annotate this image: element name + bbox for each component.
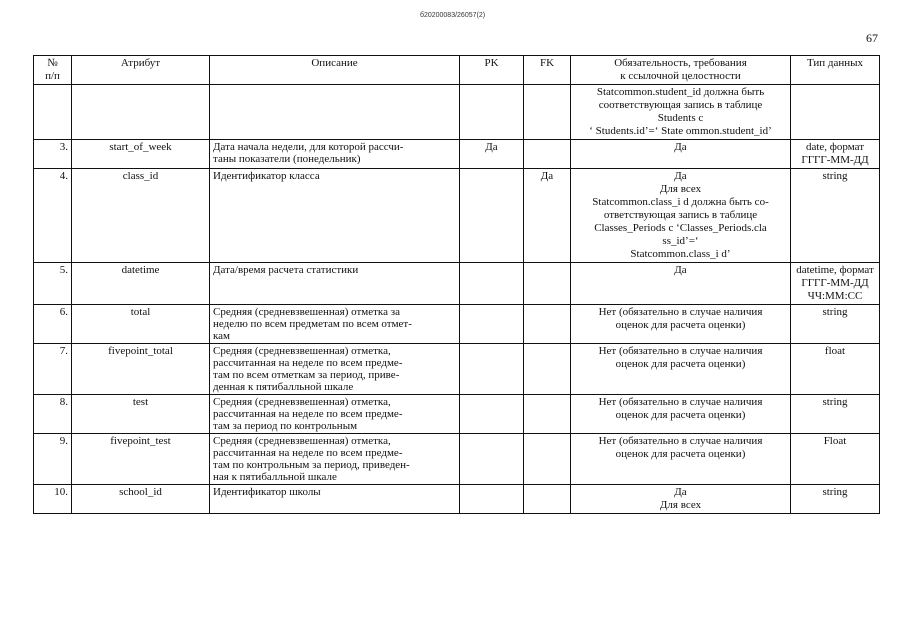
cell-fk: Да — [524, 169, 571, 263]
cell-datatype-line: Float — [823, 435, 847, 447]
cell-description — [210, 85, 460, 140]
cell-required-line: оценок для расчета оценки) — [615, 409, 746, 421]
cell-pk — [460, 85, 524, 140]
cell-datatype — [791, 169, 880, 263]
cell-description-line: ная к пятибалльной шкале — [213, 471, 337, 483]
cell-required — [571, 305, 791, 344]
cell-description-line: рассчитанная на неделе по всем предме- — [213, 357, 403, 369]
cell-required-line: Statcommon.class_i d’ — [630, 248, 731, 260]
cell-required — [571, 140, 791, 169]
cell-description-line: Средняя (средневзвешенная) отметка, — [213, 435, 391, 447]
cell-required — [571, 263, 791, 305]
cell-description-line: рассчитанная на неделе по всем предме- — [213, 408, 403, 420]
cell-description-line: Средняя (средневзвешенная) отметка, — [213, 345, 391, 357]
cell-fk — [524, 434, 571, 485]
table-row — [34, 395, 880, 434]
table-row — [34, 169, 880, 263]
cell-required-line: Для всех — [659, 499, 702, 511]
cell-num — [34, 85, 72, 140]
cell-num: 4. — [34, 169, 72, 263]
cell-pk — [460, 263, 524, 305]
req-line: Statcommon.student_id должна быть — [596, 86, 765, 98]
cell-datatype-line: string — [822, 170, 848, 182]
cell-fk — [524, 263, 571, 305]
cell-attribute — [72, 85, 210, 140]
cell-description — [210, 344, 460, 395]
cell-datatype — [791, 263, 880, 305]
cell-datatype — [791, 344, 880, 395]
header-num-line1: № — [47, 57, 58, 69]
cell-description — [210, 434, 460, 485]
cell-required-line: Для всех — [659, 183, 702, 195]
cell-num: 10. — [34, 485, 72, 514]
cell-description — [210, 169, 460, 263]
cell-fk — [524, 485, 571, 514]
cell-pk — [460, 434, 524, 485]
cell-datatype — [791, 395, 880, 434]
cell-pk: Да — [460, 140, 524, 169]
table-row — [34, 263, 880, 305]
cell-datatype — [791, 140, 880, 169]
cell-attribute: school_id — [72, 485, 210, 514]
cell-required-line: Да — [674, 141, 687, 153]
cell-datatype-line: float — [824, 345, 846, 357]
cell-description-line: Дата/время расчета статистики — [213, 264, 359, 276]
header-pk: PK — [460, 56, 524, 85]
cell-description — [210, 140, 460, 169]
cell-description — [210, 263, 460, 305]
cell-description-line: денная к пятибалльной шкале — [213, 381, 354, 393]
cell-datatype-line: string — [822, 396, 848, 408]
cell-fk — [524, 305, 571, 344]
cell-required-line: ss_id’=‘ — [662, 235, 699, 247]
cell-fk — [524, 140, 571, 169]
cell-datatype-line: ГГГГ-ММ-ДД — [801, 154, 869, 166]
header-required-line2: к ссылочной целостности — [620, 70, 741, 82]
cell-required — [571, 85, 791, 140]
cell-attribute: test — [72, 395, 210, 434]
cell-description — [210, 305, 460, 344]
cell-required-line: оценок для расчета оценки) — [615, 358, 746, 370]
header-datatype: Тип данных — [791, 56, 880, 85]
cell-required-line: Да — [674, 264, 687, 276]
req-line: ‘ Students.id’=‘ State ommon.student_id’ — [589, 125, 772, 137]
cell-description — [210, 395, 460, 434]
cell-required-line: оценок для расчета оценки) — [615, 448, 746, 460]
header-description: Описание — [210, 56, 460, 85]
cell-datatype-line: string — [822, 306, 848, 318]
cell-description-line: там по контрольным за период, приведен- — [213, 459, 410, 471]
cell-description-line: Идентификатор школы — [213, 486, 321, 498]
cell-description-line: там за период по контрольным — [213, 420, 358, 432]
cell-attribute: fivepoint_total — [72, 344, 210, 395]
header-required-line1: Обязательность, требования — [614, 57, 747, 69]
cell-attribute: start_of_week — [72, 140, 210, 169]
cell-datatype-line: ЧЧ:ММ:СС — [807, 290, 863, 302]
cell-description-line: Идентификатор класса — [213, 170, 320, 182]
cell-datatype-line: datetime, формат — [796, 264, 874, 276]
cell-datatype-line: ГГГГ-ММ-ДД — [801, 277, 869, 289]
page-number: 67 — [866, 31, 878, 45]
cell-attribute: total — [72, 305, 210, 344]
cell-description-line: неделю по всем предметам по всем отмет- — [213, 318, 412, 330]
cell-required-line: оценок для расчета оценки) — [615, 319, 746, 331]
cell-datatype — [791, 305, 880, 344]
cell-attribute: fivepoint_test — [72, 434, 210, 485]
cell-required-line: ответствующая запись в таблице — [603, 209, 758, 221]
cell-required-line: Classes_Periods с ‘Classes_Periods.cla — [594, 222, 767, 234]
cell-num: 7. — [34, 344, 72, 395]
cell-required-line: Нет (обязательно в случае наличия — [598, 435, 763, 447]
cell-description-line: Средняя (средневзвешенная) отметка за — [213, 306, 400, 318]
cell-required-line: Statcommon.class_i d должна быть со- — [592, 196, 769, 208]
header-attribute: Атрибут — [72, 56, 210, 85]
cell-description — [210, 485, 460, 514]
cell-attribute: class_id — [72, 169, 210, 263]
cell-pk — [460, 344, 524, 395]
cell-required-line: Нет (обязательно в случае наличия — [598, 345, 763, 357]
cell-description-line: там по всем отметкам за период, приве- — [213, 369, 400, 381]
table-row — [34, 140, 880, 169]
cell-num: 9. — [34, 434, 72, 485]
table-row — [34, 344, 880, 395]
cell-fk — [524, 85, 571, 140]
cell-required — [571, 485, 791, 514]
cell-description-line: таны показатели (понедельник) — [213, 153, 361, 165]
cell-description-line: Средняя (средневзвешенная) отметка, — [213, 396, 391, 408]
table-row — [34, 434, 880, 485]
header-fk: FK — [524, 56, 571, 85]
table-row — [34, 305, 880, 344]
cell-description-line: Дата начала недели, для которой рассчи- — [213, 141, 404, 153]
cell-description-line: рассчитанная на неделе по всем предме- — [213, 447, 403, 459]
cell-num: 6. — [34, 305, 72, 344]
cell-attribute: datetime — [72, 263, 210, 305]
req-line: Students с — [657, 112, 704, 124]
cell-pk — [460, 305, 524, 344]
document-id: б20200083/26057(2) — [419, 12, 486, 19]
cell-datatype-line: string — [822, 486, 848, 498]
cell-pk — [460, 485, 524, 514]
cell-datatype-line: date, формат — [805, 141, 865, 153]
cell-num: 5. — [34, 263, 72, 305]
cell-num: 3. — [34, 140, 72, 169]
cell-datatype — [791, 485, 880, 514]
header-num — [34, 56, 72, 85]
cell-required-line: Да — [674, 486, 687, 498]
cell-datatype — [791, 85, 880, 140]
header-required — [571, 56, 791, 85]
table-row — [34, 485, 880, 514]
cell-required — [571, 344, 791, 395]
cell-num: 8. — [34, 395, 72, 434]
cell-description-line: кам — [213, 330, 231, 342]
cell-required — [571, 434, 791, 485]
continuation-row — [34, 85, 880, 140]
cell-required-line: Нет (обязательно в случае наличия — [598, 396, 763, 408]
attributes-table — [33, 55, 880, 514]
header-num-line2: п/п — [45, 70, 60, 82]
header-row — [34, 56, 880, 85]
cell-datatype — [791, 434, 880, 485]
cell-pk — [460, 395, 524, 434]
cell-required-line: Да — [674, 170, 687, 182]
cell-pk — [460, 169, 524, 263]
cell-required — [571, 395, 791, 434]
req-line: соответствующая запись в таблице — [598, 99, 763, 111]
cell-required — [571, 169, 791, 263]
cell-fk — [524, 395, 571, 434]
cell-fk — [524, 344, 571, 395]
cell-required-line: Нет (обязательно в случае наличия — [598, 306, 763, 318]
